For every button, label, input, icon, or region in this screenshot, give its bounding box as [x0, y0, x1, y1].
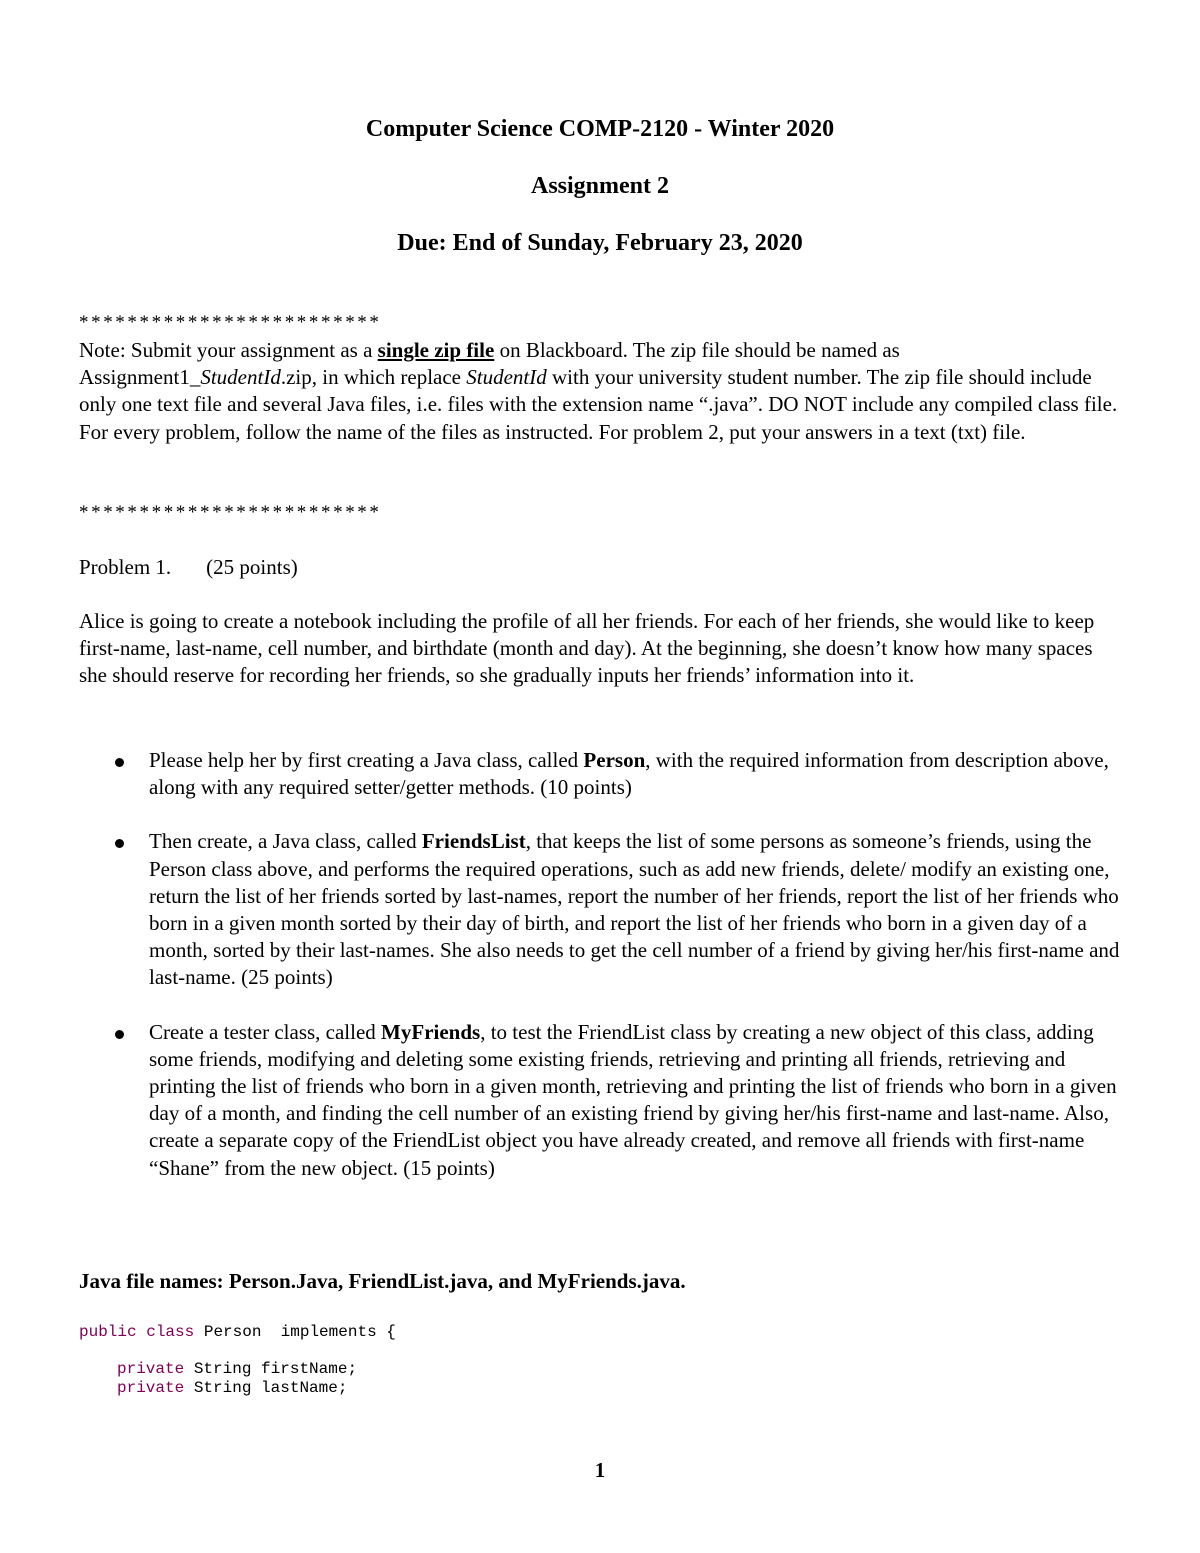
- course-title: Computer Science COMP-2120 - Winter 2020: [365, 116, 835, 142]
- problem-label: Problem 1.: [79, 555, 172, 579]
- code-line-2: private String firstName;: [117, 1360, 358, 1378]
- single-zip-emphasis: single zip file: [377, 338, 495, 362]
- code-line-1: public class Person implements {: [79, 1323, 396, 1341]
- bullet-icon: [115, 758, 124, 767]
- code-line-3: private String lastName;: [117, 1379, 348, 1397]
- bullet-icon: [115, 839, 124, 848]
- java-file-names: Java file names: Person.Java, FriendList.java, and MyFriends.java.: [79, 1269, 686, 1293]
- submission-note: Note: Submit your assignment as a single zip file on Blackboard. The zip file should be named as Assignment1_StudentId.zip, in which replace StudentId with your university student number. The zip file should include only one text file and several Java files, i.e. files with the extension name “.java”. DO NOT include any compiled class file. For every problem, follow the name of the files as instructed. For problem 2, put your answers in a text (txt) file.: [79, 338, 1118, 444]
- due-date: Due: End of Sunday, February 23, 2020: [397, 230, 803, 256]
- list-item: Please help her by first creating a Java class, called Person, with the required information from description above, along with any required setter/getter methods. (10 points): [112, 747, 1122, 801]
- list-item: Create a tester class, called MyFriends, to test the FriendList class by creating a new object of this class, adding some friends, modifying and deleting some existing friends, retrieving and printing all friends, retrieving and printing the list of friends who born in a given month, retrieving and printing the list of friends who born in a given day of a month, and finding the cell number of an existing friend by giving her/his first-name and last-name. Also, create a separate copy of the FriendList object you have already created, and remove all friends with first-name “Shane” from the new object. (15 points): [112, 1019, 1122, 1182]
- assignment-title: Assignment 2: [530, 173, 669, 199]
- problem-heading: [79, 554, 1124, 581]
- problem-points: (25 points): [206, 555, 298, 579]
- requirements-list: [112, 747, 1122, 1209]
- separator-top: *************************: [79, 312, 382, 333]
- page-number: 1: [594, 1458, 606, 1482]
- list-item: Then create, a Java class, called FriendsList, that keeps the list of some persons as someone’s friends, using the Person class above, and performs the required operations, such as add new friends, delete/ modify an existing one, return the list of her friends sorted by last-names, report the number of her friends, report the list of her friends who born in a given month sorted by their day of birth, and report the list of her friends who born in a given day of a month, sorted by their last-names. She also needs to get the cell number of a friend by giving her/his first-name and last-name. (25 points): [112, 828, 1122, 991]
- bullet-icon: [115, 1030, 124, 1039]
- problem-intro: Alice is going to create a notebook including the profile of all her friends. For each of her friends, she would like to keep first-name, last-name, cell number, and birthdate (month and day). At the beginning, she doesn’t know how many spaces she should reserve for recording her friends, so she gradually inputs her friends’ information into it.: [79, 609, 1095, 688]
- separator-bottom: *************************: [79, 502, 382, 523]
